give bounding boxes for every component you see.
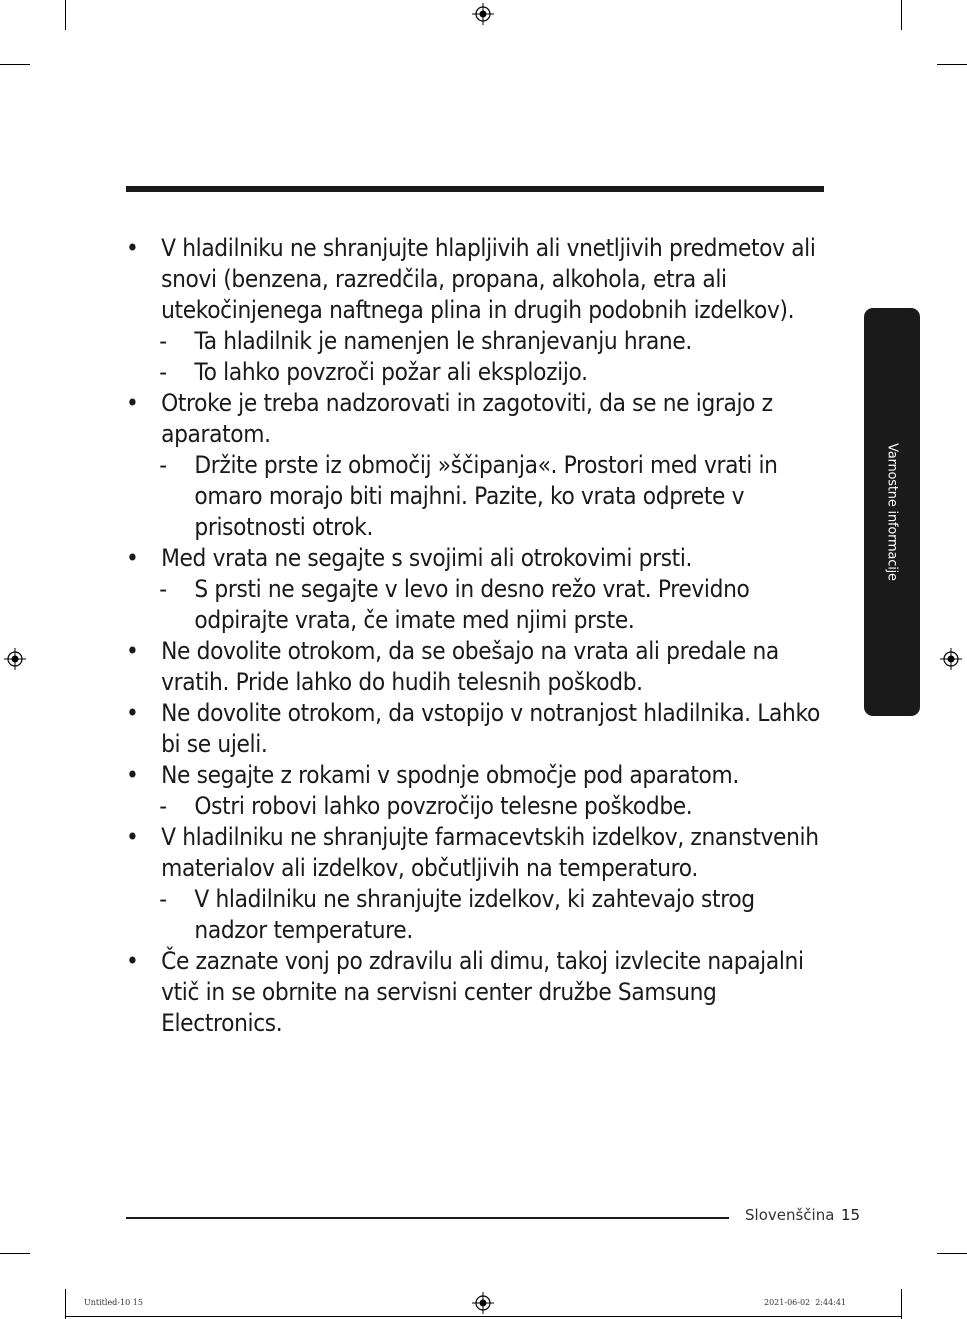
bullet-marker: • [126, 947, 139, 975]
bullet-text: V hladilniku ne shranjujte farmacevtskih izdelkov, znanstvenih materialov ali izdelkov, občutljivih na temperaturo. [161, 823, 819, 882]
bullet-item [126, 233, 825, 388]
bullet-marker: • [126, 699, 139, 727]
bullet-item [126, 636, 825, 698]
crop-mark [937, 1253, 967, 1254]
sub-marker: - [159, 575, 167, 603]
bullet-item [126, 760, 825, 822]
sub-item [126, 450, 825, 543]
slug-datetime: 2021-06-02 ￼￼ 2:44:41 [764, 1298, 847, 1307]
bullet-text: V hladilniku ne shranjujte hlapljivih ali vnetljivih predmetov ali snovi (benzena, razredčila, propana, alkohola, etra ali utekočinjenega naftnega plina in drugih podobnih izdelkov). [161, 234, 816, 324]
sub-text: Ostri robovi lahko povzročijo telesne poškodbe. [194, 792, 693, 820]
bullet-text: Ne dovolite otrokom, da vstopijo v notranjost hladilnika. Lahko bi se ujeli. [161, 699, 820, 758]
crop-mark [65, 0, 66, 30]
bullet-text: Ne segajte z rokami v spodnje območje pod aparatom. [161, 761, 739, 789]
sub-item [126, 791, 825, 822]
page-number: 15 [841, 1206, 861, 1224]
bullet-marker: • [126, 389, 139, 417]
sub-item [126, 574, 825, 636]
bullet-text: Če zaznate vonj po zdravilu ali dimu, takoj izvlecite napajalni vtič in se obrnite na servisni center družbe Samsung Electronics. [161, 947, 804, 1037]
sub-item [126, 884, 825, 946]
bullet-marker: • [126, 761, 139, 789]
bullet-item [126, 698, 825, 760]
bullet-item [126, 822, 825, 946]
bullet-item [126, 543, 825, 636]
crop-mark [901, 0, 902, 30]
crop-mark [901, 1289, 902, 1319]
bullet-text: Med vrata ne segajte s svojimi ali otrokovimi prsti. [161, 544, 693, 572]
crop-mark [0, 64, 30, 65]
safety-list [126, 233, 820, 1039]
slug-file: Untitled-10 15 [84, 1298, 143, 1307]
registration-mark-icon [472, 3, 494, 25]
sub-marker: - [159, 327, 167, 355]
sub-marker: - [159, 885, 167, 913]
side-tab-label: Varnostne informacije [884, 443, 900, 581]
sub-marker: - [159, 451, 167, 479]
bullet-marker: • [126, 823, 139, 851]
crop-mark [937, 64, 967, 65]
registration-mark-icon [940, 648, 962, 670]
slug-line [66, 1316, 901, 1317]
sub-text: To lahko povzroči požar ali eksplozijo. [194, 358, 588, 386]
sub-text: Držite prste iz območij »ščipanja«. Prostori med vrati in omaro morajo biti majhni. Pazite, ko vrata odprete v prisotnosti otrok. [194, 451, 778, 541]
sub-marker: - [159, 792, 167, 820]
bullet-marker: • [126, 234, 139, 262]
sub-text: Ta hladilnik je namenjen le shranjevanju hrane. [194, 327, 692, 355]
crop-mark [65, 1289, 66, 1319]
sub-item [126, 326, 825, 357]
sub-item [126, 357, 825, 388]
bullet-marker: • [126, 544, 139, 572]
bullet-item [126, 388, 825, 543]
sub-marker: - [159, 358, 167, 386]
registration-mark-icon [4, 648, 26, 670]
section-rule [126, 186, 824, 192]
footer-rule [126, 1217, 729, 1219]
sub-text: S prsti ne segajte v levo in desno režo vrat. Previdno odpirajte vrata, če imate med njimi prste. [194, 575, 750, 634]
sub-text: V hladilniku ne shranjujte izdelkov, ki zahtevajo strog nadzor temperature. [194, 885, 755, 944]
bullet-text: Otroke je treba nadzorovati in zagotoviti, da se ne igrajo z aparatom. [161, 389, 773, 448]
bullet-item [126, 946, 825, 1039]
crop-mark [0, 1253, 30, 1254]
bullet-marker: • [126, 637, 139, 665]
registration-mark-icon [472, 1292, 494, 1314]
bullet-text: Ne dovolite otrokom, da se obešajo na vrata ali predale na vratih. Pride lahko do hudih telesnih poškodb. [161, 637, 779, 696]
side-tab [864, 308, 920, 716]
footer-language: Slovenščina [745, 1206, 835, 1224]
